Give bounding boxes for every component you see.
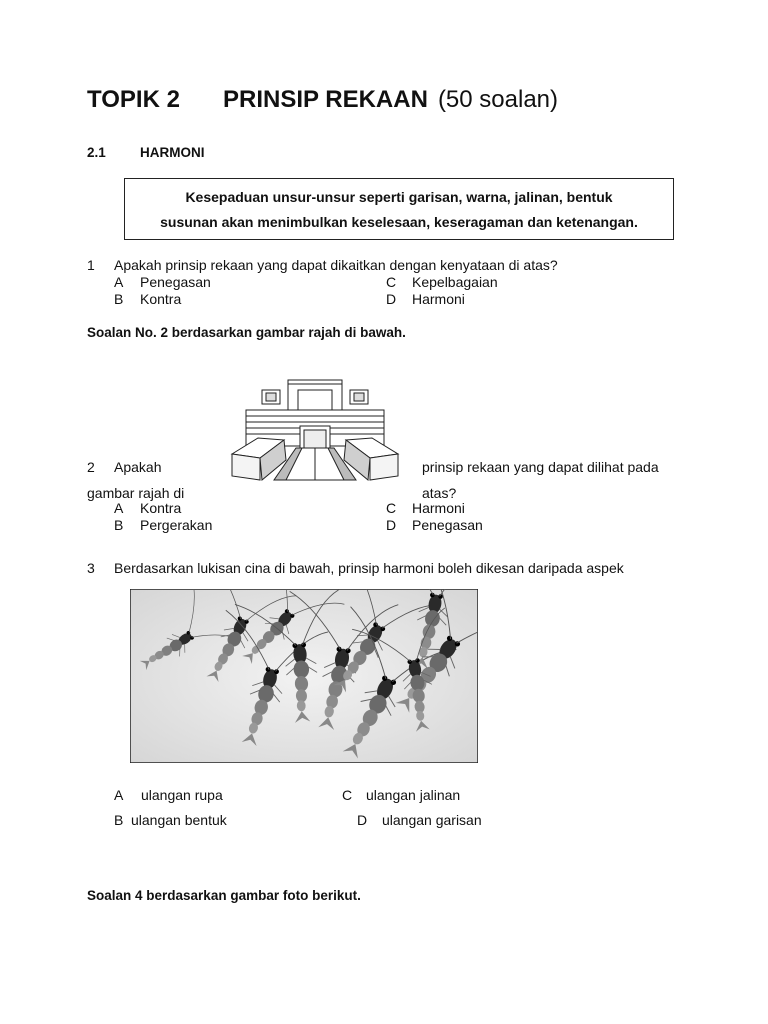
option-letter: B — [114, 812, 124, 828]
option-b — [114, 517, 212, 533]
option-letter: A — [114, 274, 124, 290]
shrimp-painting — [130, 589, 478, 768]
page-title — [87, 86, 558, 114]
question-text-part-1: Apakah — [114, 459, 162, 475]
option-text: ulangan garisan — [382, 812, 482, 828]
option-text: Pergerakan — [140, 517, 213, 533]
option-d — [357, 812, 482, 828]
building-illustration — [222, 376, 416, 489]
question-3 — [87, 560, 624, 576]
option-b — [114, 812, 227, 828]
option-text: ulangan rupa — [141, 787, 223, 803]
option-letter: B — [114, 517, 124, 533]
option-text: Harmoni — [412, 291, 465, 307]
option-text: ulangan jalinan — [366, 787, 461, 803]
option-c — [386, 274, 498, 290]
option-b — [114, 291, 181, 307]
option-letter: B — [114, 291, 124, 307]
question-4-intro: Soalan 4 berdasarkan gambar foto berikut. — [87, 888, 361, 903]
section-number: 2.1 — [87, 145, 106, 160]
definition-line-2: susunan akan menimbulkan keselesaan, keseragaman dan ketenangan. — [160, 214, 638, 230]
option-letter: D — [357, 812, 368, 828]
option-letter: C — [386, 500, 397, 516]
option-letter: D — [386, 291, 397, 307]
option-d — [386, 291, 465, 307]
option-letter: C — [342, 787, 353, 803]
option-text: Kepelbagaian — [412, 274, 498, 290]
question-number: 1 — [87, 257, 95, 273]
option-letter: A — [114, 787, 124, 803]
option-c — [386, 500, 465, 516]
question-2-text-part-3: gambar rajah di — [87, 485, 185, 501]
option-text: Penegasan — [140, 274, 211, 290]
option-text: Kontra — [140, 500, 182, 516]
question-text: Apakah prinsip rekaan yang dapat dikaitkan dengan kenyataan di atas? — [114, 257, 558, 273]
option-text: Penegasan — [412, 517, 483, 533]
question-2-text-part-2: prinsip rekaan yang dapat dilihat pada — [422, 459, 659, 475]
question-2-intro: Soalan No. 2 berdasarkan gambar rajah di bawah. — [87, 325, 406, 340]
topic-number: TOPIK 2 — [87, 86, 180, 113]
option-text: Harmoni — [412, 500, 465, 516]
option-d — [386, 517, 483, 533]
topic-name: PRINSIP REKAAN — [223, 86, 428, 113]
question-number: 2 — [87, 459, 95, 475]
question-number: 3 — [87, 560, 95, 576]
option-a — [114, 274, 211, 290]
option-letter: A — [114, 500, 124, 516]
section-name: HARMONI — [140, 145, 205, 160]
definition-line-1: Kesepaduan unsur-unsur seperti garisan, warna, jalinan, bentuk — [185, 189, 613, 205]
question-text: Berdasarkan lukisan cina di bawah, prinsip harmoni boleh dikesan daripada aspek — [114, 560, 624, 576]
question-2-text-part-4: atas? — [422, 485, 457, 501]
definition-box — [124, 178, 674, 240]
question-count: (50 soalan) — [437, 86, 559, 113]
section-heading — [87, 145, 205, 160]
option-text: ulangan bentuk — [131, 812, 227, 828]
option-a — [114, 500, 181, 516]
option-text: Kontra — [140, 291, 182, 307]
option-letter: D — [386, 517, 397, 533]
question-2 — [87, 459, 161, 475]
option-c — [342, 787, 460, 803]
question-1 — [87, 257, 558, 273]
option-a — [114, 787, 223, 803]
option-letter: C — [386, 274, 397, 290]
